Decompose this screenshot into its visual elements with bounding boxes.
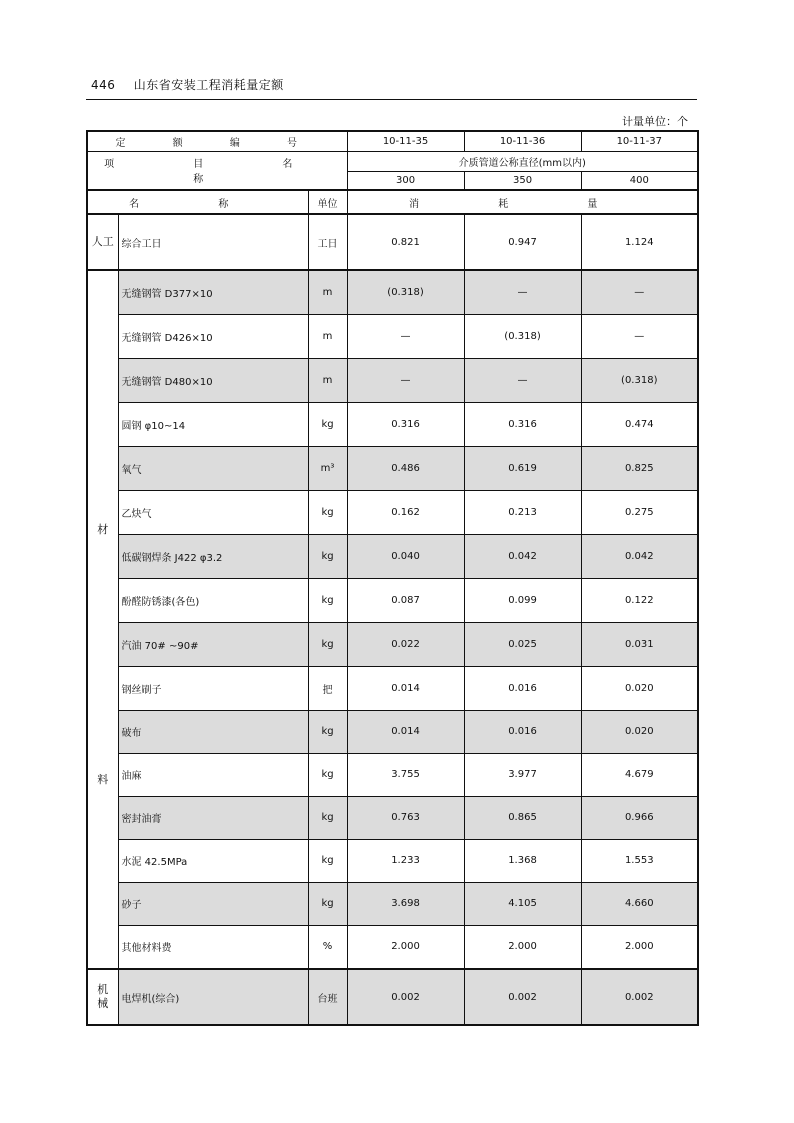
row-value-3: 2.000 [581,925,698,969]
row-value-2: — [464,358,581,402]
row-value-3: 0.275 [581,490,698,534]
row-name: 水泥 42.5MPa [118,839,308,882]
row-value-1: — [347,314,464,358]
quota-code-2: 10-11-36 [464,131,581,151]
row-unit: m [308,314,347,358]
row-value-1: 0.014 [347,710,464,753]
row-value-1: 0.087 [347,578,464,622]
col-name-header: 名 称 [87,190,308,214]
row-name: 氧气 [118,446,308,490]
row-unit: % [308,925,347,969]
diameter-2: 350 [464,171,581,190]
row-value-2: 0.042 [464,534,581,578]
book-title: 山东省安装工程消耗量定额 [133,78,284,92]
row-value-1: (0.318) [347,270,464,314]
row-unit: kg [308,578,347,622]
row-value-3: 0.474 [581,402,698,446]
spec-header: 介质管道公称直径(mm以内) [347,151,698,171]
row-value-3: 4.660 [581,882,698,925]
diameter-3: 400 [581,171,698,190]
row-value-3: 0.031 [581,622,698,666]
row-value-1: 0.002 [347,969,464,1025]
row-name: 乙炔气 [118,490,308,534]
row-name: 密封油膏 [118,796,308,839]
row-name: 无缝钢管 D426×10 [118,314,308,358]
page-header [91,76,284,93]
row-unit: m³ [308,446,347,490]
row-unit: kg [308,753,347,796]
row-name: 油麻 [118,753,308,796]
row-unit: 台班 [308,969,347,1025]
row-value-2: 4.105 [464,882,581,925]
row-name: 砂子 [118,882,308,925]
row-value-1: — [347,358,464,402]
row-value-2: — [464,270,581,314]
row-unit: 把 [308,666,347,710]
row-value-2: (0.318) [464,314,581,358]
quota-code-3: 10-11-37 [581,131,698,151]
row-value-1: 0.821 [347,214,464,270]
row-value-2: 0.947 [464,214,581,270]
row-value-3: 0.002 [581,969,698,1025]
row-value-2: 0.865 [464,796,581,839]
quota-code-label: 定 额 编 号 [87,131,347,151]
row-value-3: 0.122 [581,578,698,622]
unit-note: 计量单位：个 [622,115,688,128]
row-value-1: 0.763 [347,796,464,839]
row-value-3: 1.553 [581,839,698,882]
row-value-1: 0.316 [347,402,464,446]
row-unit: kg [308,490,347,534]
row-value-3: 0.020 [581,666,698,710]
row-value-2: 0.016 [464,710,581,753]
col-unit-header: 单位 [308,190,347,214]
row-value-1: 0.162 [347,490,464,534]
row-value-3: 0.020 [581,710,698,753]
row-name: 其他材料费 [118,925,308,969]
row-name: 电焊机(综合) [118,969,308,1025]
row-value-1: 3.755 [347,753,464,796]
row-value-2: 1.368 [464,839,581,882]
row-unit: kg [308,882,347,925]
row-value-2: 0.025 [464,622,581,666]
row-unit: m [308,358,347,402]
row-name: 汽油 70# ~90# [118,622,308,666]
row-value-3: 4.679 [581,753,698,796]
row-value-1: 0.014 [347,666,464,710]
row-value-2: 0.619 [464,446,581,490]
page-number: 446 [91,78,116,92]
row-unit: kg [308,710,347,753]
category-machine: 机械 [87,969,118,1025]
row-value-1: 2.000 [347,925,464,969]
row-name: 破布 [118,710,308,753]
row-name: 圆钢 φ10~14 [118,402,308,446]
row-value-2: 0.316 [464,402,581,446]
col-consume-header: 消 耗 量 [347,190,698,214]
row-value-3: 0.825 [581,446,698,490]
row-value-3: — [581,314,698,358]
row-name: 钢丝刷子 [118,666,308,710]
row-unit: kg [308,622,347,666]
row-unit: 工日 [308,214,347,270]
row-value-2: 0.099 [464,578,581,622]
category-labor: 人工 [87,214,118,270]
row-name: 综合工日 [118,214,308,270]
row-value-1: 0.022 [347,622,464,666]
header-rule [86,99,697,100]
category-material-bottom: 料 [97,772,109,786]
row-value-3: 0.042 [581,534,698,578]
row-value-2: 2.000 [464,925,581,969]
row-name: 低碳钢焊条 J422 φ3.2 [118,534,308,578]
row-unit: kg [308,534,347,578]
row-value-1: 0.486 [347,446,464,490]
row-name: 无缝钢管 D480×10 [118,358,308,402]
row-value-2: 0.213 [464,490,581,534]
category-material-top: 材 [97,522,109,536]
row-value-1: 1.233 [347,839,464,882]
row-value-3: 0.966 [581,796,698,839]
row-value-2: 3.977 [464,753,581,796]
row-value-1: 3.698 [347,882,464,925]
row-unit: kg [308,796,347,839]
row-value-3: — [581,270,698,314]
row-name: 酚醛防锈漆(各色) [118,578,308,622]
row-name: 无缝钢管 D377×10 [118,270,308,314]
row-unit: m [308,270,347,314]
row-value-1: 0.040 [347,534,464,578]
diameter-1: 300 [347,171,464,190]
row-value-3: 1.124 [581,214,698,270]
row-unit: kg [308,402,347,446]
quota-code-1: 10-11-35 [347,131,464,151]
row-value-2: 0.002 [464,969,581,1025]
quota-table [86,130,699,1026]
row-value-3: (0.318) [581,358,698,402]
category-material [87,270,118,969]
item-name-label: 项 目 名 称 [87,151,347,190]
row-value-2: 0.016 [464,666,581,710]
row-unit: kg [308,839,347,882]
